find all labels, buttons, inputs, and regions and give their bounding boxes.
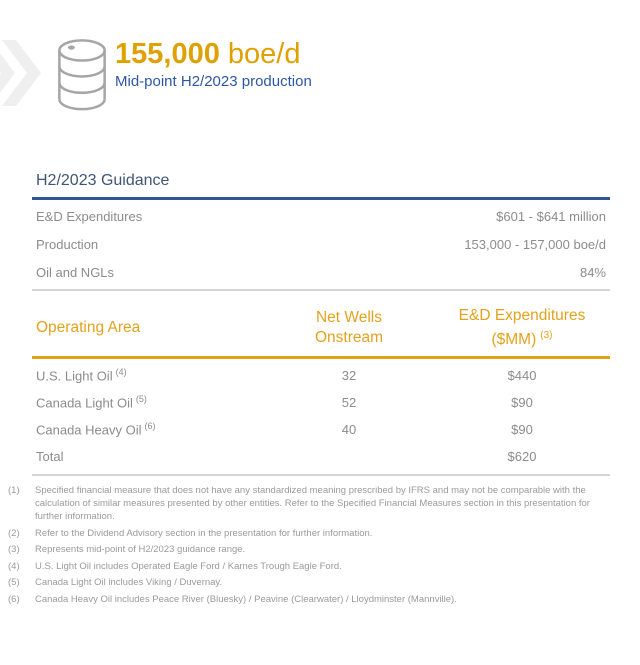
footnote bbox=[8, 576, 626, 589]
capex-cell: $440 bbox=[507, 367, 537, 383]
row-value: 84% bbox=[579, 264, 606, 280]
double-chevron-right-icon bbox=[0, 40, 52, 106]
guidance-title: H2/2023 Guidance bbox=[36, 172, 170, 189]
hero-banner bbox=[0, 36, 640, 116]
footnote bbox=[8, 484, 626, 523]
wells-cell: 52 bbox=[341, 394, 357, 410]
table-row bbox=[32, 202, 610, 230]
row-label: Production bbox=[36, 236, 99, 252]
row-label: Oil and NGLs bbox=[36, 264, 115, 280]
area-cell: U.S. Light Oil $^{(4)}$ bbox=[36, 367, 127, 384]
area-cell: Total bbox=[36, 449, 64, 465]
hero-headline bbox=[115, 38, 312, 70]
footnote-text: Refer to the Dividend Advisory section in the presentation for further information. bbox=[35, 527, 373, 539]
footnote bbox=[8, 560, 626, 573]
guidance-header bbox=[32, 172, 610, 200]
wells-cell: 40 bbox=[341, 421, 357, 437]
footnote-text: Canada Heavy Oil includes Peace River (Bluesky) / Peavine (Clearwater) / Lloydminster (Mannville). bbox=[35, 593, 457, 605]
footnote-number: (1) bbox=[8, 485, 20, 496]
footnote-text: Specified financial measure that does not have any standardized meaning prescribed by IFRS and may not be comparable with the calculation of similar measures presented by other entities. Refer to the Specified Financial Measures section in this presentation for further information. bbox=[35, 485, 590, 522]
capex-cell: $90 bbox=[511, 394, 533, 410]
column-header-operating-area: Operating Area bbox=[36, 319, 141, 337]
column-header-line: Net Wells bbox=[315, 309, 383, 327]
area-cell: Canada Light Oil $^{(5)}$ bbox=[36, 394, 147, 411]
column-header-ed-expenditures bbox=[434, 306, 610, 350]
footnote-number: (3) bbox=[8, 544, 20, 555]
footnotes bbox=[8, 484, 626, 609]
footnote bbox=[8, 527, 626, 540]
table-row bbox=[32, 258, 610, 286]
column-header-net-wells bbox=[264, 308, 434, 348]
oil-barrel-icon bbox=[56, 36, 108, 114]
row-label: E&D Expenditures bbox=[36, 208, 143, 224]
column-header-line: ($MM) $^{(3)}$ bbox=[491, 330, 553, 349]
column-header-line: E&D Expenditures bbox=[458, 307, 586, 324]
footnote-number: (4) bbox=[8, 560, 20, 572]
table-row-total bbox=[32, 443, 610, 470]
footnote-number: (5) bbox=[8, 577, 20, 588]
hero-text bbox=[115, 38, 312, 90]
column-header-line: Onstream bbox=[314, 329, 384, 347]
footnote bbox=[8, 593, 626, 606]
capex-cell: $90 bbox=[511, 421, 533, 437]
footnote-text: Represents mid-point of H2/2023 guidance range. bbox=[35, 544, 246, 555]
row-value: $601 - $641 million bbox=[496, 208, 606, 224]
footnote-number: (2) bbox=[8, 527, 20, 539]
operating-table-header bbox=[32, 306, 610, 359]
table-row bbox=[32, 389, 610, 416]
hero-subtitle: Mid-point H2/2023 production bbox=[115, 73, 312, 90]
operating-table-body bbox=[32, 359, 610, 476]
footnote-number: (6) bbox=[8, 593, 20, 605]
table-row bbox=[32, 230, 610, 258]
area-cell: Canada Heavy Oil $^{(6)}$ bbox=[36, 421, 156, 438]
guidance-section bbox=[32, 172, 610, 291]
table-row bbox=[32, 362, 610, 389]
production-value: 155,000 bbox=[115, 38, 220, 70]
footnote bbox=[8, 543, 626, 556]
table-row bbox=[32, 416, 610, 443]
wells-cell: 32 bbox=[341, 367, 357, 383]
footnote-marker: (4) bbox=[115, 367, 127, 378]
footnote-marker: (5) bbox=[135, 394, 147, 405]
footnote-marker: (6) bbox=[144, 421, 156, 432]
production-unit: boe/d bbox=[219, 38, 301, 70]
guidance-table bbox=[32, 202, 610, 291]
capex-cell: $620 bbox=[507, 448, 537, 464]
footnote-marker: (3) bbox=[540, 330, 553, 341]
footnote-text: Canada Light Oil includes Viking / Duvernay. bbox=[35, 577, 223, 588]
row-value: 153,000 - 157,000 boe/d bbox=[464, 236, 606, 252]
operating-area-section bbox=[32, 306, 610, 476]
footnote-text: U.S. Light Oil includes Operated Eagle Ford / Karnes Trough Eagle Ford. bbox=[35, 560, 342, 572]
